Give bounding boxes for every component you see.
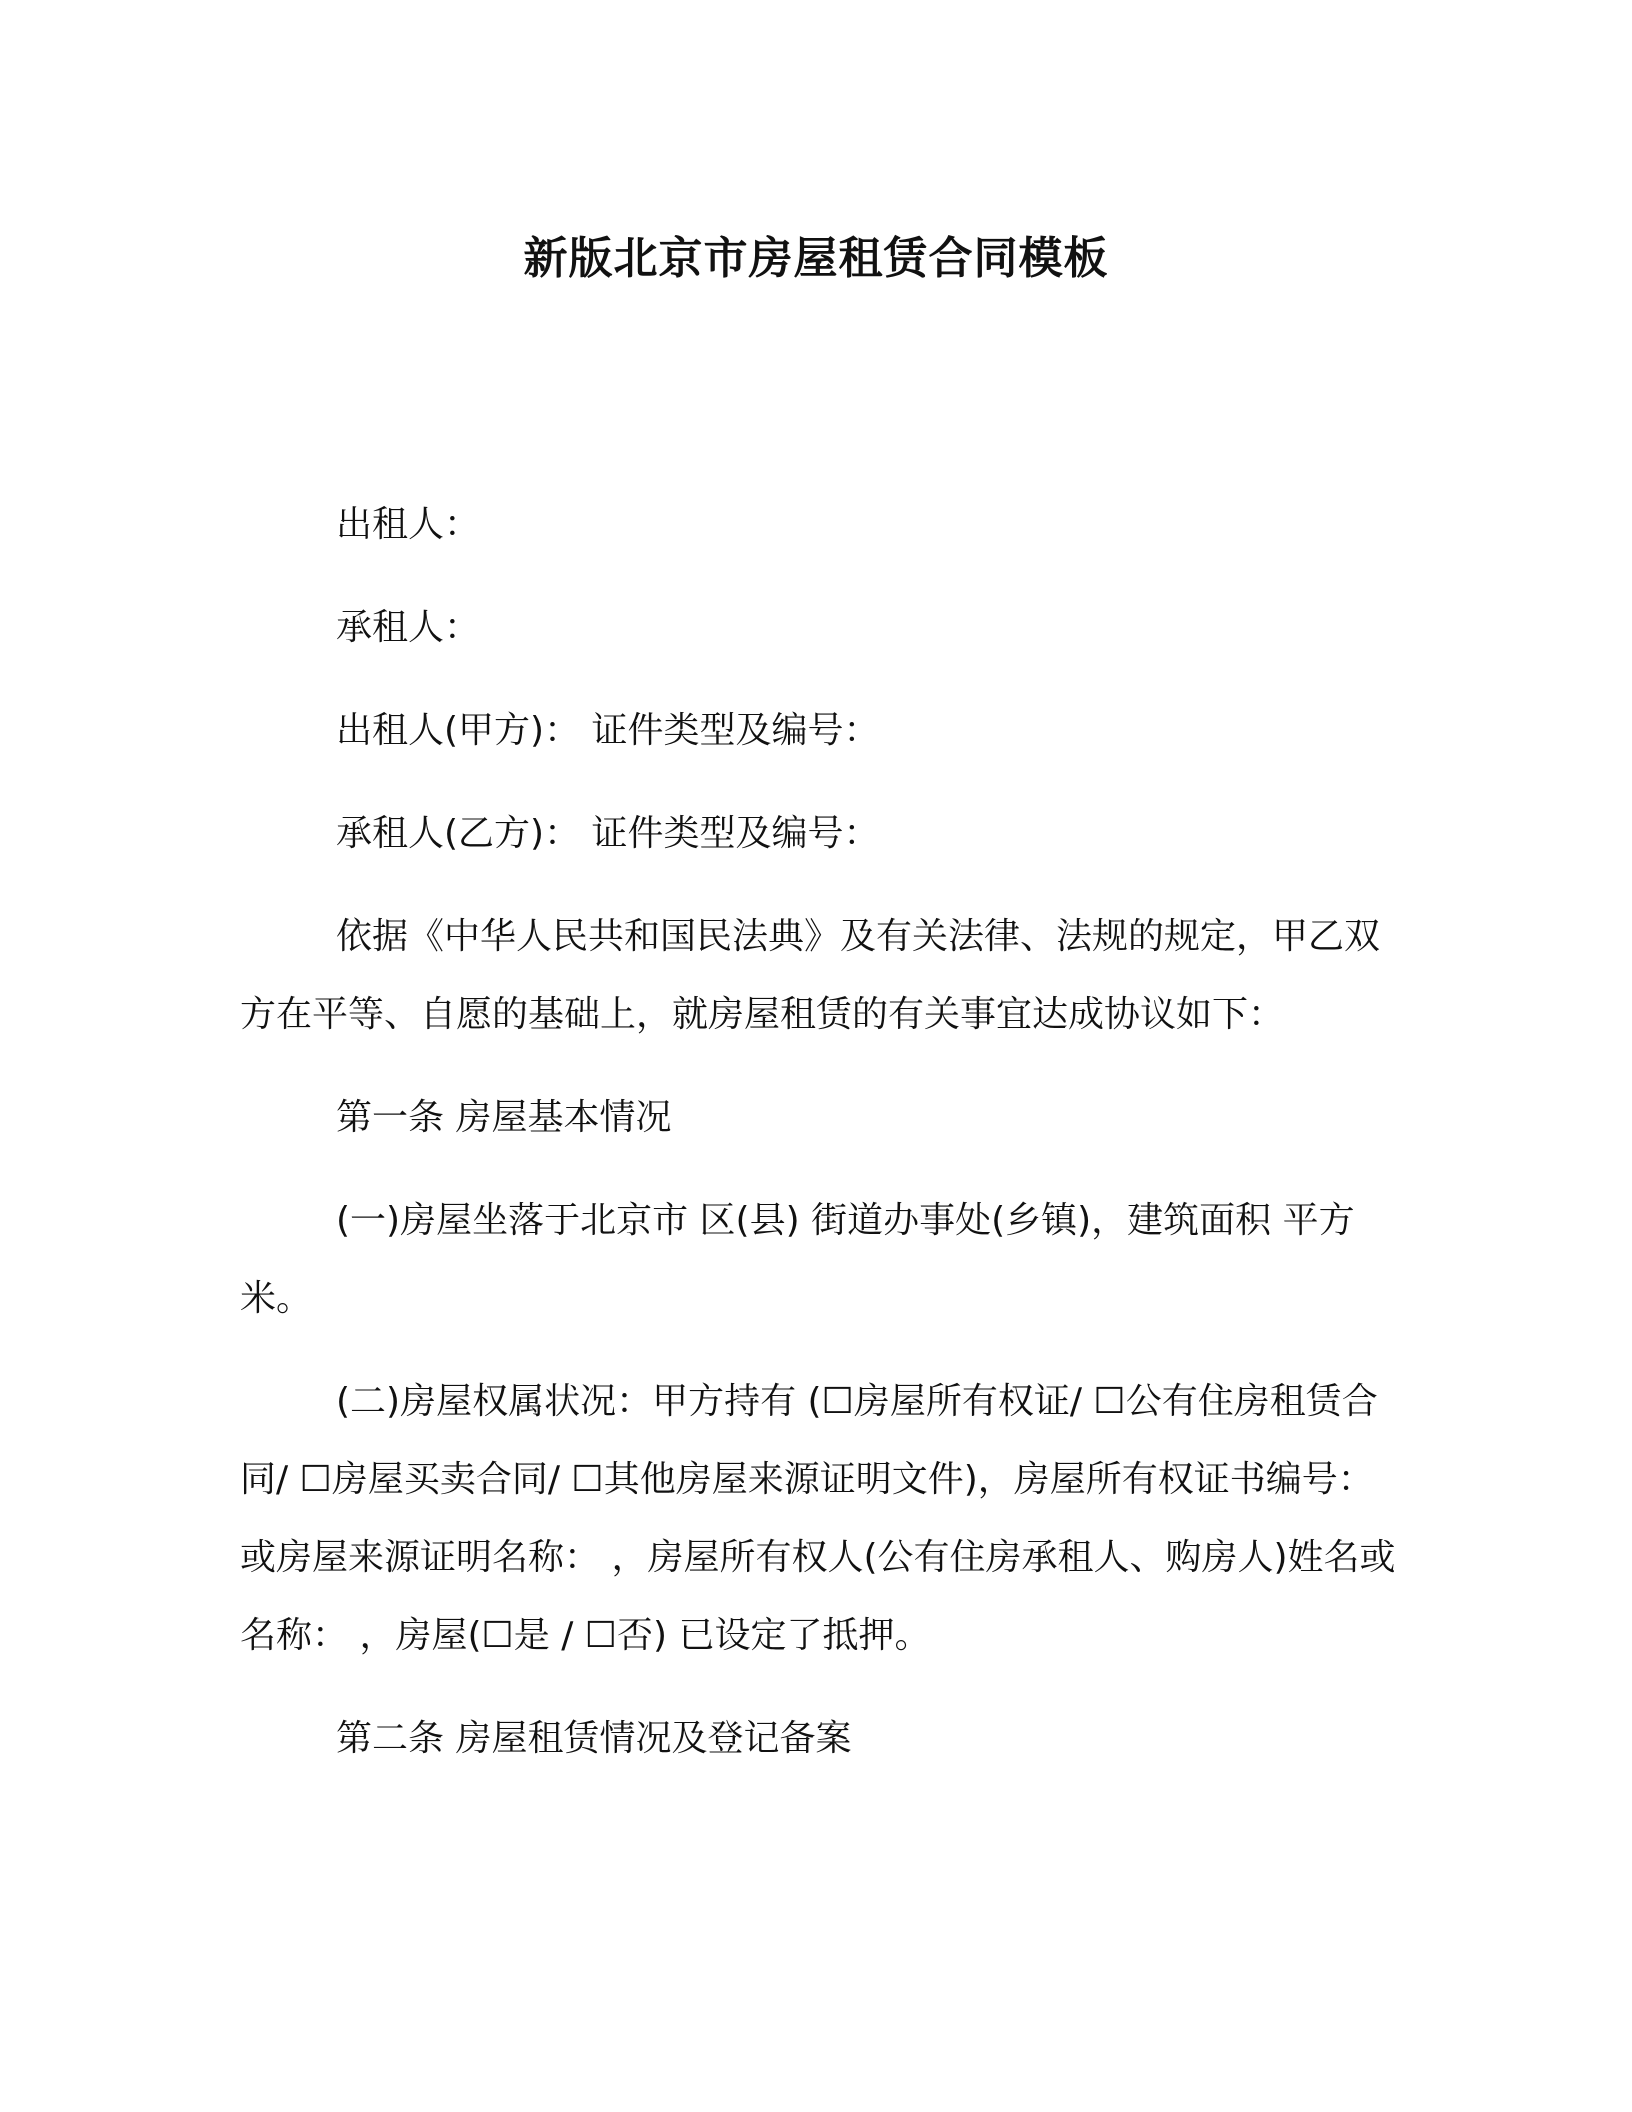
party-a-line: 出租人(甲方)： 证件类型及编号： — [336, 710, 880, 751]
article-1-heading: 第一条 房屋基本情况 — [336, 1097, 672, 1138]
document-title: 新版北京市房屋租赁合同模板 — [523, 233, 1109, 284]
intro-paragraph: 依据《中华人民共和国民法典》及有关法律、法规的规定，甲乙双方在平等、自愿的基础上，就房屋租赁的有关事宜达成协议如下： — [240, 916, 1381, 1035]
article-2-heading: 第二条 房屋租赁情况及登记备案 — [336, 1718, 852, 1759]
lessee-line: 承租人： — [336, 607, 481, 648]
party-b-line: 承租人(乙方)： 证件类型及编号： — [336, 813, 880, 854]
lessor-line: 出租人： — [336, 504, 481, 545]
document-body — [240, 486, 1400, 1778]
article-1-item-1: (一)房屋坐落于北京市 区(县) 街道办事处(乡镇)，建筑面积 平方米。 — [240, 1200, 1355, 1319]
article-1-item-2: (二)房屋权属状况：甲方持有 (☐房屋所有权证/ ☐公有住房租赁合同/ ☐房屋买卖合同/ ☐其他房屋来源证明文件)，房屋所有权证书编号： 或房屋来源证明名称： ，房屋所有权人(公有住房承租人、购房人)姓名或名称： ，房屋(☐是 / ☐否) 已设定了抵押。 — [240, 1381, 1396, 1656]
